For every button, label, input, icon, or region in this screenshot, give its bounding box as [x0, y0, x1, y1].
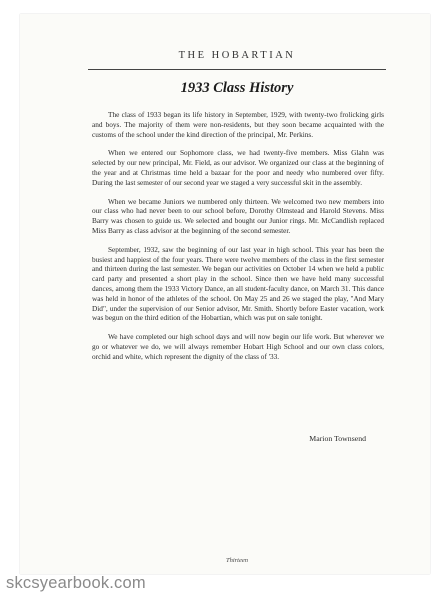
- paragraph-sophomore: When we entered our Sophomore class, we had twenty-five members. Miss Glahn was selected by our new principal, Mr. Field, as our advisor. We organized our class at the beginning of the year and at Christmas time held a bazaar for the poor and needy who numbered over fifty. During the last semester of our second year we staged a very successful skit in the assembly.: [92, 148, 384, 187]
- article-body: [92, 110, 384, 371]
- paragraph-closing: We have completed our high school days and will now begin our life work. But wherever we go or whatever we do, we will always remember Hobart High School and our own class colors, orchid and white, which represent the dignity of the class of '33.: [92, 332, 384, 361]
- article-title: 1933 Class History: [180, 80, 294, 96]
- paragraph-senior: September, 1932, saw the beginning of our last year in high school. This year has been the busiest and happiest of the four years. There were twelve members of the class in the first semester and thirteen during the last semester. We began our activities on October 14 when we held a public card party and presented a short play in the school. Since then we have held many successful dances, among them the 1933 Victory Dance, an all student-faculty dance, on March 31. This dance was held in honor of the athletes of the school. On May 25 and 26 we staged the play, "And Mary Did", under the supervision of our Senior advisor, Mr. Smith. Shortly before Easter vacation, work was begun on the third edition of the Hobartian, which was put on sale tonight.: [92, 244, 384, 323]
- running-head: THE HOBARTIAN: [178, 50, 296, 61]
- paragraph-junior: When we became Juniors we numbered only thirteen. We welcomed two new members into our class who had never been to our school before, Dorothy Olmstead and Harold Stevens. Miss Barry was chosen to guide us. We selected and bought our Junior rings. Mr. McCandlish replaced Miss Barry as class advisor at the beginning of the second semester.: [92, 196, 384, 235]
- header-rule: [88, 69, 386, 70]
- author-signature: Marion Townsend: [309, 434, 366, 443]
- paragraph-freshman: The class of 1933 began its life history in September, 1929, with twenty-two frolicking girls and boys. The majority of them were non-residents, but they soon became acquainted with the customs of the school under the kind direction of the principal, Mr. Perkins.: [92, 110, 384, 139]
- site-watermark: skcsyearbook.com: [6, 574, 146, 592]
- page-number: Thirteen: [225, 557, 249, 564]
